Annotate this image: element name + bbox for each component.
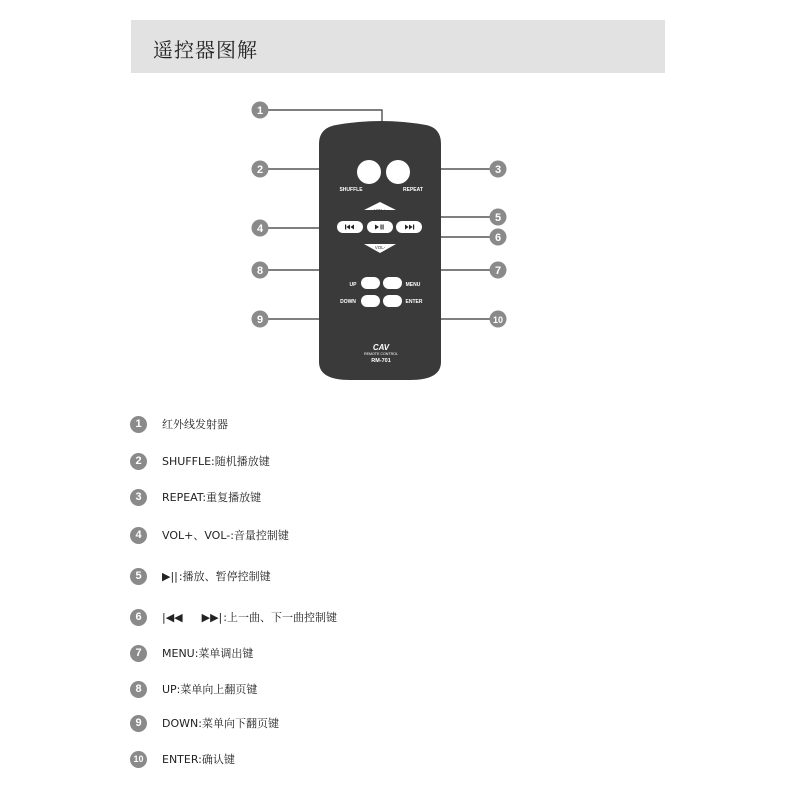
legend-text: VOL+、VOL-:音量控制键 [162, 529, 289, 542]
menu-button[interactable] [383, 277, 402, 289]
repeat-button[interactable] [386, 160, 410, 184]
legend-text: REPEAT:重复播放键 [162, 491, 262, 504]
number-badge: 8 [130, 681, 147, 698]
number-badge: 1 [130, 416, 147, 433]
legend-item [130, 749, 235, 769]
number-badge: 2 [130, 453, 147, 470]
number-badge: 9 [130, 715, 147, 732]
legend-text: :播放、暂停控制键 [178, 570, 271, 583]
legend-text-wrap [162, 568, 271, 584]
repeat-label: REPEAT [403, 187, 423, 193]
legend-item [130, 414, 228, 434]
callout-2 [252, 161, 269, 178]
brand-subtitle: REMOTE CONTROL [364, 352, 398, 356]
up-label: UP [349, 282, 357, 288]
up-button[interactable] [361, 277, 380, 289]
vol-plus-label: VOL+ [374, 208, 386, 213]
legend-item [130, 607, 337, 627]
svg-text:7: 7 [494, 265, 502, 277]
callout-10 [490, 311, 507, 328]
callout-3 [490, 161, 507, 178]
number-badge: 10 [130, 751, 147, 768]
legend-item [130, 713, 279, 733]
svg-text:2: 2 [256, 164, 264, 176]
play-pause-icon: ▶|| [162, 570, 178, 583]
vol-minus-label: VOL- [374, 245, 386, 250]
callout-9 [252, 311, 269, 328]
number-badge: 6 [130, 609, 147, 626]
svg-text:1: 1 [256, 105, 264, 117]
svg-text:6: 6 [494, 232, 502, 244]
callout-1 [252, 102, 269, 119]
callout-7 [490, 262, 507, 279]
enter-button[interactable] [383, 295, 402, 307]
enter-label: ENTER [405, 299, 423, 305]
legend-item [130, 643, 253, 663]
svg-text:8: 8 [256, 265, 264, 277]
number-badge: 4 [130, 527, 147, 544]
number-badge: 7 [130, 645, 147, 662]
legend-text: MENU:菜单调出键 [162, 647, 254, 660]
legend-item [130, 525, 289, 545]
legend-item [130, 566, 271, 586]
callout-6 [490, 229, 507, 246]
legend-item [130, 451, 270, 471]
menu-label: MENU [405, 282, 421, 288]
brand-logo: CAV [372, 343, 390, 352]
model-number: RM-701 [371, 358, 391, 364]
legend-item [130, 679, 257, 699]
page-title: 遥控器图解 [153, 38, 258, 62]
legend-item [130, 487, 261, 507]
legend-text: SHUFFLE:随机播放键 [162, 455, 270, 468]
callout-8 [252, 262, 269, 279]
shuffle-label: SHUFFLE [339, 187, 363, 193]
number-badge: 3 [130, 489, 147, 506]
callout-5 [490, 209, 507, 226]
svg-text:9: 9 [256, 314, 264, 326]
legend-text-wrap [162, 609, 337, 625]
play-pause-button[interactable] [367, 221, 393, 233]
legend-text: 红外线发射器 [162, 418, 228, 431]
svg-text:4: 4 [256, 223, 264, 235]
legend-text: DOWN:菜单向下翻页键 [162, 717, 279, 730]
svg-text:5: 5 [494, 212, 502, 224]
svg-text:10: 10 [492, 315, 504, 325]
shuffle-button[interactable] [357, 160, 381, 184]
prev-track-icon: |◀◀ [162, 611, 183, 624]
legend-text: ENTER:确认键 [162, 753, 235, 766]
down-label: DOWN [340, 299, 356, 305]
next-track-icon: ▶▶| [201, 611, 223, 624]
down-button[interactable] [361, 295, 380, 307]
callout-4 [252, 220, 269, 237]
legend-text: :上一曲、下一曲控制键 [223, 611, 337, 624]
svg-text:3: 3 [494, 164, 502, 176]
number-badge: 5 [130, 568, 147, 585]
legend-text: UP:菜单向上翻页键 [162, 683, 258, 696]
